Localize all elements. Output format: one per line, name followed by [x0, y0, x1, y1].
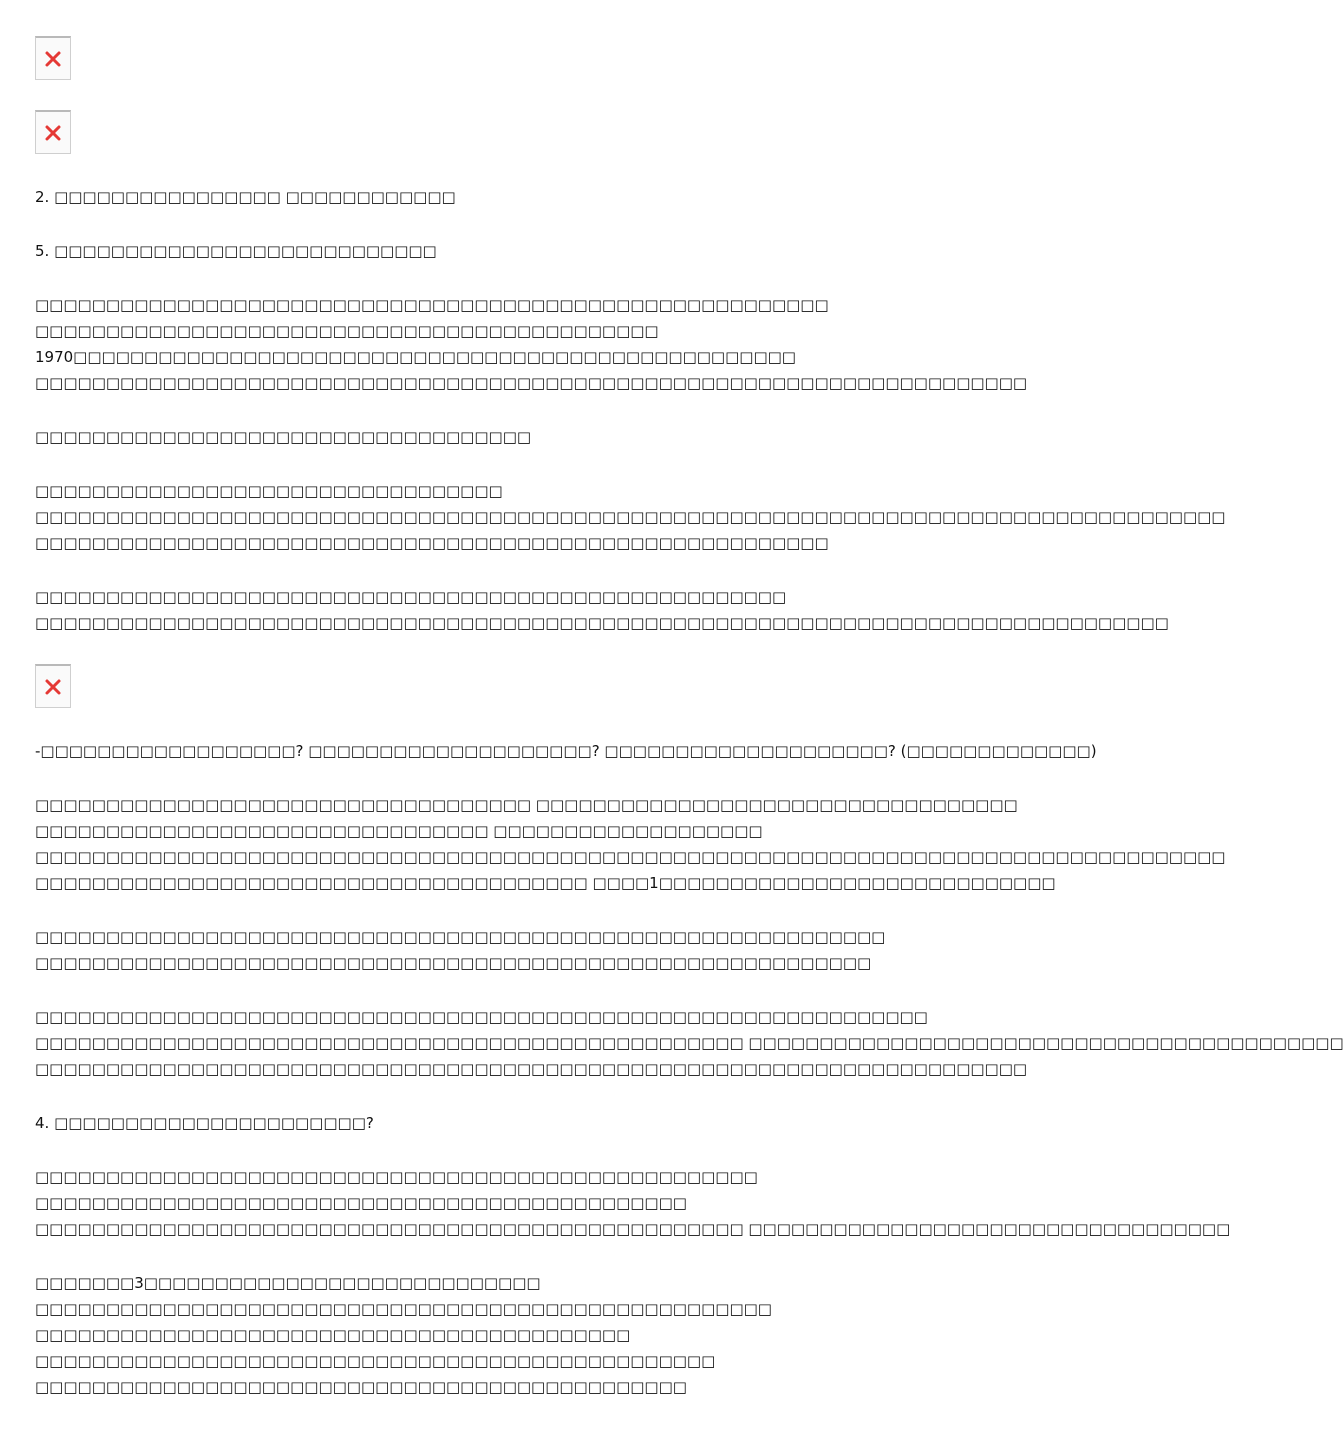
- text-line: □□□□□□□□□□□□□□□□□□□□□□□□□□□□□□□□□□□□□□□□□□□□□□□□□□ □□□□□□□□□□□□□□□□□□□□□□□□□□□□□□□□□□□□□□□□□□: [35, 1034, 1344, 1052]
- text-line: □□□□□□□□□□□□□□□□□□□□□□□□□□□□□□□□□□□□□□□□□□□□□□□□□□□□□□□□□□□□□□□□□□□□□□□□□□□□□□□□: [35, 614, 1169, 632]
- broken-image: [35, 664, 71, 708]
- text-line: □□□□□□□□□□□□□□□□□□□□□□□□□□□□□□□□□□□□□□□□□□□□□□□□□□□□□□□□: [35, 534, 829, 552]
- text-line: 2. □□□□□□□□□□□□□□□□ □□□□□□□□□□□□: [35, 188, 456, 206]
- paragraph: [35, 924, 995, 976]
- text-line: □□□□□□□□□□□□□□□□□□□□□□□□□□□□□□□□□□□□□□□□□□□□□□□□□□□□□□□□□□□□□□□: [35, 1008, 928, 1026]
- paragraph: [35, 1164, 1231, 1242]
- text-line: 4. □□□□□□□□□□□□□□□□□□□□□□?: [35, 1114, 374, 1132]
- text-line: □□□□□□□□□□□□□□□□□□□□□□□□□□□□□□□□□□□: [35, 428, 532, 446]
- paragraph: [35, 1270, 995, 1400]
- broken-image-icon: [43, 123, 63, 143]
- text-line: □□□□□□□□□□□□□□□□□□□□□□□□□□□□□□□□□: [35, 482, 503, 500]
- text-line: 1970□□□□□□□□□□□□□□□□□□□□□□□□□□□□□□□□□□□□□□□□□□□□□□□□□□□: [35, 348, 796, 366]
- paragraph: [35, 424, 995, 450]
- broken-image: [35, 36, 71, 80]
- text-line: □□□□□□□□□□□□□□□□□□□□□□□□□□□□□□□□□□□□□□□□□□□□□□□□□□□: [35, 1168, 758, 1186]
- text-line: □□□□□□□□□□□□□□□□□□□□□□□□□□□□□□□□□□□□□□□□□□□□□□□□□□□□□□□□□□□: [35, 954, 872, 972]
- text-line: □□□□□□□□□□□□□□□□□□□□□□□□□□□□□□□□□□□□□□□ □□□□1□□□□□□□□□□□□□□□□□□□□□□□□□□□□: [35, 874, 1056, 892]
- text-line: □□□□□□□□□□□□□□□□□□□□□□□□□□□□□□□□□□□□□□□□□□□□: [35, 322, 659, 340]
- text-line: □□□□□□□□□□□□□□□□□□□□□□□□□□□□□□□□□□□□□□□□□□□□□□□□□□□□□□□□□□□□□□□□□□□□□□□□□□□□□□□□□□□□: [35, 848, 1226, 866]
- text-line: □□□□□□□□□□□□□□□□□□□□□□□□□□□□□□□□□□□□□□□□□□□□□□□□□□□□□□□□□□□□□□□□□□□□□□□□□□□□□□□□□□□□: [35, 508, 1226, 526]
- text-line: □□□□□□□□□□□□□□□□□□□□□□□□□□□□□□□□□□□□□□□□□□□□□□□□: [35, 1352, 716, 1370]
- text-line: □□□□□□□3□□□□□□□□□□□□□□□□□□□□□□□□□□□□: [35, 1274, 541, 1292]
- text-line: □□□□□□□□□□□□□□□□□□□□□□□□□□□□□□□□□□□□□□□□□□□□□□□□□□□□□□□□□□□□□□□□□□□□□□: [35, 374, 1028, 392]
- paragraph: [35, 184, 995, 210]
- text-line: □□□□□□□□□□□□□□□□□□□□□□□□□□□□□□□□□□□□□□□□□□□□□□□□□□□□: [35, 1300, 772, 1318]
- text-line: □□□□□□□□□□□□□□□□□□□□□□□□□□□□□□□□ □□□□□□□□□□□□□□□□□□□: [35, 822, 763, 840]
- text-line: □□□□□□□□□□□□□□□□□□□□□□□□□□□□□□□□□□□□□□□□□□□□□□□□□□□□□□□□: [35, 296, 829, 314]
- text-line: □□□□□□□□□□□□□□□□□□□□□□□□□□□□□□□□□□□ □□□□□□□□□□□□□□□□□□□□□□□□□□□□□□□□□□: [35, 796, 1018, 814]
- text-line: □□□□□□□□□□□□□□□□□□□□□□□□□□□□□□□□□□□□□□□□□□□□□□□□□□□□□: [35, 588, 787, 606]
- paragraph: [35, 792, 1226, 896]
- paragraph: [35, 1004, 1344, 1082]
- paragraph: [35, 584, 1169, 636]
- text-line: □□□□□□□□□□□□□□□□□□□□□□□□□□□□□□□□□□□□□□□□□□: [35, 1326, 631, 1344]
- paragraph: [35, 478, 1226, 556]
- document-body: [35, 36, 1344, 1428]
- broken-image-icon: [43, 49, 63, 69]
- paragraph: [35, 292, 1028, 396]
- text-line: □□□□□□□□□□□□□□□□□□□□□□□□□□□□□□□□□□□□□□□□□□□□□□□□□□□□□□□□□□□□: [35, 928, 886, 946]
- broken-image: [35, 110, 71, 154]
- text-line: □□□□□□□□□□□□□□□□□□□□□□□□□□□□□□□□□□□□□□□□□□□□□□: [35, 1378, 687, 1396]
- paragraph: [35, 1110, 995, 1136]
- text-line: □□□□□□□□□□□□□□□□□□□□□□□□□□□□□□□□□□□□□□□□□□□□□□: [35, 1194, 687, 1212]
- paragraph: [35, 738, 1097, 764]
- text-line: □□□□□□□□□□□□□□□□□□□□□□□□□□□□□□□□□□□□□□□□□□□□□□□□□□□□□□□□□□□□□□□□□□□□□□: [35, 1060, 1028, 1078]
- text-line: 5. □□□□□□□□□□□□□□□□□□□□□□□□□□□: [35, 242, 437, 260]
- broken-image-icon: [43, 677, 63, 697]
- text-line: -□□□□□□□□□□□□□□□□□□? □□□□□□□□□□□□□□□□□□□□? □□□□□□□□□□□□□□□□□□□□? (□□□□□□□□□□□□□): [35, 742, 1097, 760]
- text-line: □□□□□□□□□□□□□□□□□□□□□□□□□□□□□□□□□□□□□□□□□□□□□□□□□□ □□□□□□□□□□□□□□□□□□□□□□□□□□□□□□□□□□: [35, 1220, 1231, 1238]
- paragraph: [35, 238, 995, 264]
